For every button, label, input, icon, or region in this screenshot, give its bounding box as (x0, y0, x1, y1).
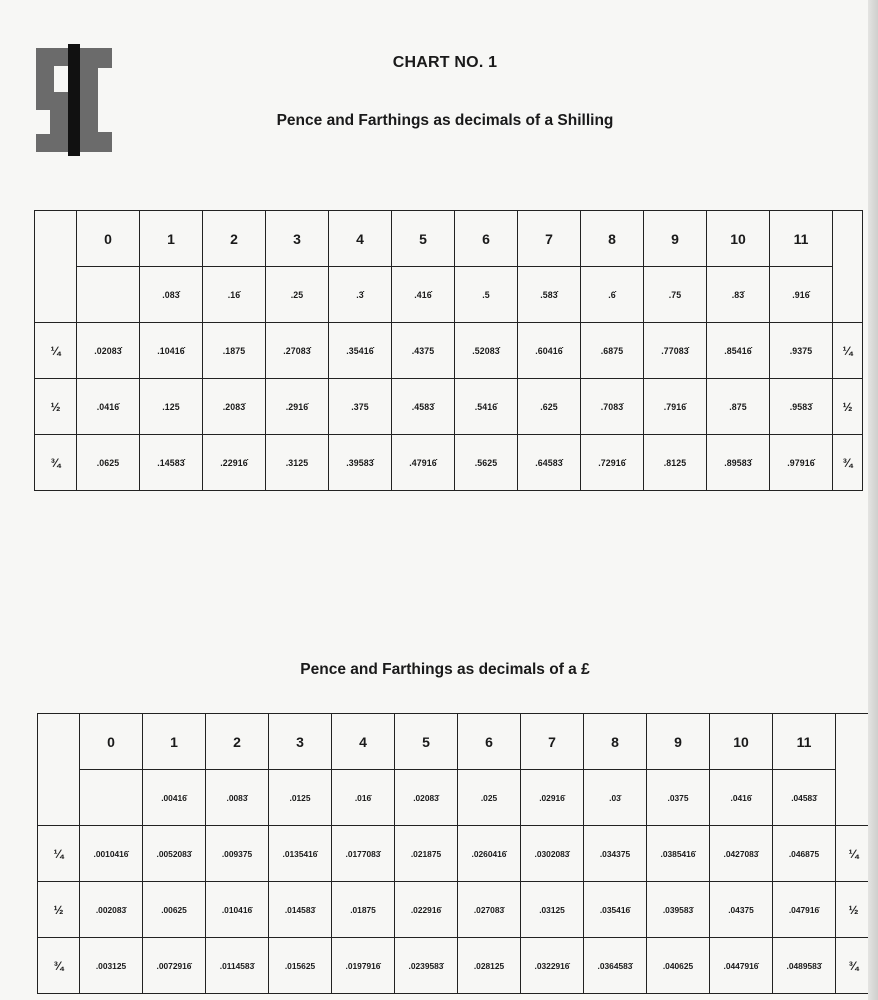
pence-header: 10 (707, 211, 770, 267)
decimal-value-cell: .04583̇ (773, 770, 836, 826)
pence-header: 9 (644, 211, 707, 267)
decimal-value-cell: .02083̇ (395, 770, 458, 826)
decimal-value-cell: .028125 (458, 938, 521, 994)
pence-header: 0 (80, 714, 143, 770)
decimal-value-cell: .4583̇ (392, 379, 455, 435)
end-corner-cell (833, 211, 863, 323)
decimal-value-cell: .0416̇ (77, 379, 140, 435)
decimal-value-cell: .035416̇ (584, 882, 647, 938)
decimal-value-cell: .83̇ (707, 267, 770, 323)
farthing-end-label: ¾ (836, 938, 872, 994)
pence-header: 5 (392, 211, 455, 267)
decimal-value-cell: .35416̇ (329, 323, 392, 379)
farthing-label: ¾ (35, 435, 77, 491)
decimal-value-cell: .52083̇ (455, 323, 518, 379)
pence-header: 9 (647, 714, 710, 770)
decimal-value-cell: .89583̇ (707, 435, 770, 491)
decimal-value-cell: .010416̇ (206, 882, 269, 938)
pence-header: 1 (143, 714, 206, 770)
decimal-value-cell: .77083̇ (644, 323, 707, 379)
decimal-value-cell: .60416̇ (518, 323, 581, 379)
decimal-value-cell: .375 (329, 379, 392, 435)
decimal-value-cell: .0385416̇ (647, 826, 710, 882)
farthing-end-label: ¼ (833, 323, 863, 379)
decimal-value-cell: .5625 (455, 435, 518, 491)
decimal-value-cell: .22916̇ (203, 435, 266, 491)
decimal-value-cell: .0302083̇ (521, 826, 584, 882)
pence-header: 0 (77, 211, 140, 267)
decimal-value-cell: .003125 (80, 938, 143, 994)
pound-chart-title: Pence and Farthings as decimals of a £ (300, 661, 590, 678)
decimal-value-cell: .2083̇ (203, 379, 266, 435)
decimal-value-cell: .04375 (710, 882, 773, 938)
farthing-row (35, 435, 863, 491)
decimal-value-cell: .02083̇ (77, 323, 140, 379)
decimal-value-cell: .009375 (206, 826, 269, 882)
farthing-row (38, 826, 872, 882)
decimal-value-cell: .72916̇ (581, 435, 644, 491)
sc-logo (34, 44, 114, 156)
decimal-value-cell: .0364583̇ (584, 938, 647, 994)
pence-header: 10 (710, 714, 773, 770)
decimal-value-cell: .0083̇ (206, 770, 269, 826)
decimal-value-cell: .5416̇ (455, 379, 518, 435)
farthing-end-label: ½ (833, 379, 863, 435)
decimal-value-cell: .039583̇ (647, 882, 710, 938)
whole-pence-row (35, 267, 863, 323)
decimal-value-cell (77, 267, 140, 323)
shilling-chart-title: Pence and Farthings as decimals of a Shilling (276, 112, 614, 129)
decimal-value-cell: .002083̇ (80, 882, 143, 938)
decimal-value-cell: .0010416̇ (80, 826, 143, 882)
whole-pence-row (38, 770, 872, 826)
decimal-value-cell: .025 (458, 770, 521, 826)
pence-header: 8 (584, 714, 647, 770)
decimal-value-cell: .27083̇ (266, 323, 329, 379)
decimal-value-cell: .3̇ (329, 267, 392, 323)
decimal-value-cell (80, 770, 143, 826)
decimal-value-cell: .015625 (269, 938, 332, 994)
farthing-row (38, 882, 872, 938)
corner-cell (35, 211, 77, 323)
decimal-value-cell: .00416̇ (143, 770, 206, 826)
decimal-value-cell: .16̇ (203, 267, 266, 323)
decimal-value-cell: .0177083̇ (332, 826, 395, 882)
decimal-value-cell: .9375 (770, 323, 833, 379)
pence-header: 2 (203, 211, 266, 267)
farthing-row (38, 938, 872, 994)
farthing-label: ½ (38, 882, 80, 938)
end-corner-cell (836, 714, 872, 826)
decimal-value-cell: .47916̇ (392, 435, 455, 491)
decimal-value-cell: .416̇ (392, 267, 455, 323)
decimal-value-cell: .0260416̇ (458, 826, 521, 882)
chart-number: CHART NO. 1 (392, 54, 498, 71)
farthing-row (35, 379, 863, 435)
decimal-value-cell: .4375 (392, 323, 455, 379)
decimal-value-cell: .0375 (647, 770, 710, 826)
farthing-label: ¼ (38, 826, 80, 882)
pence-header: 6 (458, 714, 521, 770)
decimal-value-cell: .034375 (584, 826, 647, 882)
decimal-value-cell: .02916̇ (521, 770, 584, 826)
decimal-value-cell: .03125 (521, 882, 584, 938)
corner-cell (38, 714, 80, 826)
decimal-value-cell: .3125 (266, 435, 329, 491)
decimal-value-cell: .0197916̇ (332, 938, 395, 994)
farthing-end-label: ½ (836, 882, 872, 938)
decimal-value-cell: .6875 (581, 323, 644, 379)
pence-header: 4 (332, 714, 395, 770)
decimal-value-cell: .125 (140, 379, 203, 435)
pence-header: 2 (206, 714, 269, 770)
decimal-value-cell: .0239583̇ (395, 938, 458, 994)
decimal-value-cell: .625 (518, 379, 581, 435)
decimal-value-cell: .9583̇ (770, 379, 833, 435)
decimal-value-cell: .022916̇ (395, 882, 458, 938)
decimal-value-cell: .75 (644, 267, 707, 323)
decimal-value-cell: .64583̇ (518, 435, 581, 491)
pence-header: 11 (770, 211, 833, 267)
pence-header: 6 (455, 211, 518, 267)
decimal-value-cell: .014583̇ (269, 882, 332, 938)
farthing-end-label: ¾ (833, 435, 863, 491)
decimal-value-cell: .875 (707, 379, 770, 435)
decimal-value-cell: .0135416̇ (269, 826, 332, 882)
pence-header-row (38, 714, 872, 770)
pence-header: 3 (266, 211, 329, 267)
decimal-value-cell: .0114583̇ (206, 938, 269, 994)
pence-header: 1 (140, 211, 203, 267)
decimal-value-cell: .00625 (143, 882, 206, 938)
farthing-label: ¾ (38, 938, 80, 994)
decimal-value-cell: .016̇ (332, 770, 395, 826)
decimal-value-cell: .39583̇ (329, 435, 392, 491)
decimal-value-cell: .0416̇ (710, 770, 773, 826)
pence-header-row (35, 211, 863, 267)
paper-edge (868, 0, 878, 1000)
decimal-value-cell: .01875 (332, 882, 395, 938)
decimal-value-cell: .0052083̇ (143, 826, 206, 882)
decimal-value-cell: .7083̇ (581, 379, 644, 435)
decimal-value-cell: .7916̇ (644, 379, 707, 435)
decimal-value-cell: .5 (455, 267, 518, 323)
decimal-value-cell: .083̇ (140, 267, 203, 323)
decimal-value-cell: .0447916̇ (710, 938, 773, 994)
decimal-value-cell: .0072916̇ (143, 938, 206, 994)
shilling-decimal-table (34, 210, 863, 491)
pence-header: 7 (521, 714, 584, 770)
decimal-value-cell: .97916̇ (770, 435, 833, 491)
farthing-label: ½ (35, 379, 77, 435)
decimal-value-cell: .047916̇ (773, 882, 836, 938)
decimal-value-cell: .0125 (269, 770, 332, 826)
decimal-value-cell: .1875 (203, 323, 266, 379)
decimal-value-cell: .2916̇ (266, 379, 329, 435)
decimal-value-cell: .040625 (647, 938, 710, 994)
pence-header: 8 (581, 211, 644, 267)
pence-header: 11 (773, 714, 836, 770)
decimal-value-cell: .85416̇ (707, 323, 770, 379)
decimal-value-cell: .0322916̇ (521, 938, 584, 994)
decimal-value-cell: .03̇ (584, 770, 647, 826)
pence-header: 3 (269, 714, 332, 770)
farthing-label: ¼ (35, 323, 77, 379)
decimal-value-cell: .0489583̇ (773, 938, 836, 994)
pound-decimal-table (37, 713, 872, 994)
decimal-value-cell: .0625 (77, 435, 140, 491)
decimal-value-cell: .583̇ (518, 267, 581, 323)
pence-header: 5 (395, 714, 458, 770)
decimal-value-cell: .021875 (395, 826, 458, 882)
pence-header: 7 (518, 211, 581, 267)
decimal-value-cell: .6̇ (581, 267, 644, 323)
decimal-value-cell: .8125 (644, 435, 707, 491)
farthing-end-label: ¼ (836, 826, 872, 882)
decimal-value-cell: .0427083̇ (710, 826, 773, 882)
decimal-value-cell: .046875 (773, 826, 836, 882)
pence-header: 4 (329, 211, 392, 267)
decimal-value-cell: .14583̇ (140, 435, 203, 491)
decimal-value-cell: .10416̇ (140, 323, 203, 379)
decimal-value-cell: .027083̇ (458, 882, 521, 938)
decimal-value-cell: .916̇ (770, 267, 833, 323)
decimal-value-cell: .25 (266, 267, 329, 323)
farthing-row (35, 323, 863, 379)
